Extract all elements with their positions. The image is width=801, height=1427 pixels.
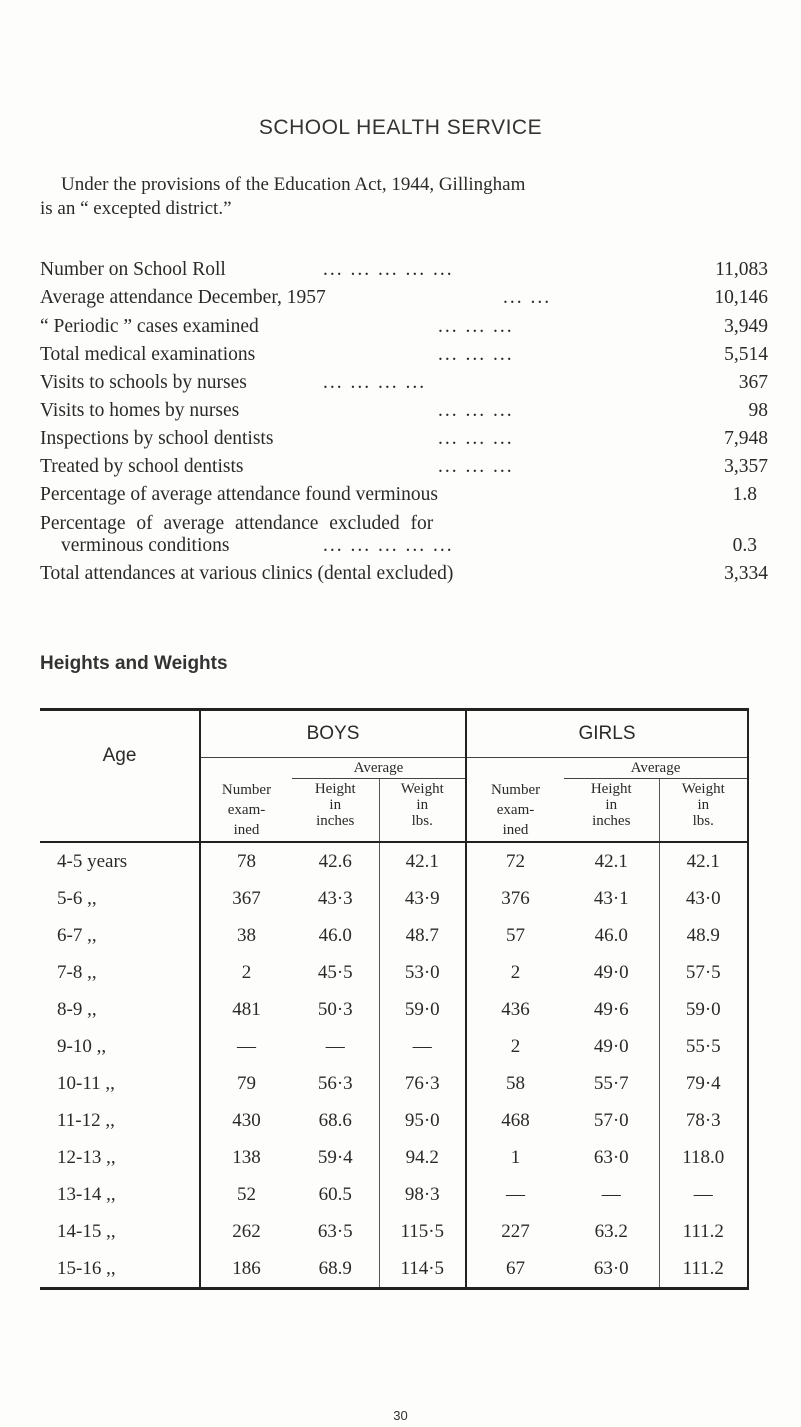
stat-label: Number on School Roll bbox=[40, 259, 226, 280]
table-cell: 118.0 bbox=[659, 1139, 748, 1176]
stat-row bbox=[40, 456, 768, 484]
header-text: in bbox=[416, 797, 429, 813]
table-cell: 43·9 bbox=[379, 880, 466, 917]
table-cell: 2 bbox=[466, 1028, 564, 1065]
stat-value: 5,514 bbox=[724, 344, 768, 365]
table-cell: 42.1 bbox=[659, 842, 748, 880]
stat-value: 3,334 bbox=[724, 563, 768, 584]
age-cell: 11-12 ,, bbox=[57, 1109, 115, 1131]
table-cell: 78·3 bbox=[659, 1102, 748, 1139]
header-text: ined bbox=[233, 822, 260, 838]
age-cell: 15-16 ,, bbox=[40, 1250, 200, 1289]
table-cell: 48.7 bbox=[379, 917, 466, 954]
header-text: in bbox=[605, 797, 618, 813]
stat-value: 0.3 bbox=[732, 535, 757, 556]
table-cell: 63·5 bbox=[317, 1220, 353, 1242]
stat-value: 10,146 bbox=[714, 287, 768, 308]
table-cell: 2 bbox=[200, 954, 292, 991]
table-cell: 186 bbox=[200, 1250, 292, 1289]
age-cell: 7-8 ,, bbox=[57, 961, 97, 983]
header-text: Weight bbox=[681, 781, 725, 797]
table-cell: 49·6 bbox=[593, 998, 629, 1020]
stat-leader: ... ... bbox=[503, 287, 552, 308]
stat-label: verminous conditions bbox=[61, 535, 230, 556]
table-cell: 49·0 bbox=[593, 1035, 629, 1057]
table-cell: 95·0 bbox=[379, 1102, 466, 1139]
header-text: Number bbox=[221, 782, 272, 798]
stat-label: Total medical examinations bbox=[40, 344, 256, 365]
table-row bbox=[40, 1102, 748, 1139]
table-cell: 68.6 bbox=[318, 1109, 352, 1131]
header-text: lbs. bbox=[411, 813, 433, 829]
table-row bbox=[40, 880, 748, 917]
age-cell: 6-7 ,, bbox=[57, 924, 97, 946]
table-cell: 48.9 bbox=[659, 917, 748, 954]
girls-average-header: Average bbox=[564, 758, 748, 779]
header-text: Height bbox=[590, 781, 632, 797]
stat-value: 3,357 bbox=[724, 456, 768, 477]
table-cell: 57·0 bbox=[593, 1109, 629, 1131]
table-cell: 57·5 bbox=[659, 954, 748, 991]
table-cell: 468 bbox=[466, 1102, 564, 1139]
section-heading: Heights and Weights bbox=[40, 653, 228, 674]
table-cell: — bbox=[379, 1028, 466, 1065]
boys-number-examined-header bbox=[200, 758, 292, 843]
table-cell: 43·0 bbox=[659, 880, 748, 917]
stat-label: Average attendance December, 1957 bbox=[40, 287, 326, 308]
table-cell: 78 bbox=[200, 842, 292, 880]
girls-height-header bbox=[564, 779, 659, 843]
table-row bbox=[40, 1213, 748, 1250]
stat-value: 98 bbox=[748, 400, 768, 421]
header-text: in bbox=[329, 797, 342, 813]
age-cell: 9-10 ,, bbox=[57, 1035, 107, 1057]
table-cell: 63·0 bbox=[593, 1146, 629, 1168]
stat-label: Total attendances at various clinics (dental excluded) bbox=[40, 563, 454, 584]
table-cell: 63.2 bbox=[594, 1220, 628, 1242]
table-cell: 52 bbox=[200, 1176, 292, 1213]
stat-leader: ... ... ... bbox=[438, 428, 514, 449]
table-cell: 79 bbox=[200, 1065, 292, 1102]
stat-label: Percentage of average attendance found verminous bbox=[40, 484, 438, 505]
age-header: Age bbox=[40, 710, 200, 843]
boys-weight-header bbox=[379, 779, 466, 843]
table-cell: 43·3 bbox=[317, 887, 353, 909]
stat-row bbox=[40, 316, 768, 344]
header-text: lbs. bbox=[692, 813, 714, 829]
girls-weight-header bbox=[659, 779, 748, 843]
table-cell: — bbox=[325, 1035, 345, 1057]
stat-value: 7,948 bbox=[724, 428, 768, 449]
table-cell: 42.1 bbox=[594, 850, 628, 872]
stat-row bbox=[40, 484, 757, 512]
stat-label: Visits to homes by nurses bbox=[40, 400, 240, 421]
table-cell: 114·5 bbox=[379, 1250, 466, 1289]
header-text: exam- bbox=[227, 802, 266, 818]
table-cell: 67 bbox=[466, 1250, 564, 1289]
stat-leader: ... ... ... ... ... bbox=[323, 259, 454, 280]
stat-label: Inspections by school dentists bbox=[40, 428, 274, 449]
table-cell: — bbox=[200, 1028, 292, 1065]
table-cell: — bbox=[466, 1176, 564, 1213]
boys-header: BOYS bbox=[200, 710, 466, 758]
heights-weights-table bbox=[40, 708, 748, 1384]
stat-value: 1.8 bbox=[732, 484, 757, 505]
boys-height-header bbox=[292, 779, 379, 843]
table-cell: 49·0 bbox=[593, 961, 629, 983]
stat-row bbox=[40, 428, 768, 456]
age-cell: 14-15 ,, bbox=[57, 1220, 116, 1242]
table-cell: 138 bbox=[200, 1139, 292, 1176]
table-cell: 55·7 bbox=[593, 1072, 629, 1094]
table-cell: 58 bbox=[466, 1065, 564, 1102]
age-cell: 10-11 ,, bbox=[57, 1072, 115, 1094]
table-cell: — bbox=[659, 1176, 748, 1213]
table-cell: — bbox=[601, 1183, 621, 1205]
stat-label: Treated by school dentists bbox=[40, 456, 244, 477]
table-cell: 98·3 bbox=[379, 1176, 466, 1213]
table-cell: 367 bbox=[200, 880, 292, 917]
stat-label: “ Periodic ” cases examined bbox=[40, 316, 259, 337]
stat-row bbox=[40, 259, 768, 287]
stat-row bbox=[40, 372, 768, 400]
header-text: in bbox=[697, 797, 710, 813]
stat-leader: ... ... ... bbox=[438, 400, 514, 421]
table-cell: 59·4 bbox=[317, 1146, 353, 1168]
stat-label: Visits to schools by nurses bbox=[40, 372, 247, 393]
table-cell: 59·0 bbox=[379, 991, 466, 1028]
header-text: Number bbox=[490, 782, 541, 798]
table-cell: 68.9 bbox=[292, 1250, 379, 1289]
header-text: inches bbox=[316, 813, 355, 829]
table-cell: 111.2 bbox=[659, 1250, 748, 1289]
table-cell: 38 bbox=[200, 917, 292, 954]
table-cell: 115·5 bbox=[379, 1213, 466, 1250]
intro-line-2: is an “ excepted district.” bbox=[40, 198, 232, 219]
table-cell: 262 bbox=[200, 1213, 292, 1250]
stat-value: 11,083 bbox=[715, 259, 768, 280]
table-cell: 46.0 bbox=[594, 924, 628, 946]
header-text: Height bbox=[314, 781, 356, 797]
table-cell: 79·4 bbox=[659, 1065, 748, 1102]
age-cell: 8-9 ,, bbox=[57, 998, 97, 1020]
age-cell: 4-5 years bbox=[57, 850, 128, 872]
girls-number-examined-header bbox=[466, 758, 564, 843]
page-number: 30 bbox=[393, 1408, 408, 1423]
table-row bbox=[40, 1065, 748, 1102]
table-cell: 56·3 bbox=[317, 1072, 353, 1094]
table-cell: 2 bbox=[466, 954, 564, 991]
table-cell: 63·0 bbox=[564, 1250, 659, 1289]
table-row bbox=[40, 1176, 748, 1213]
table-cell: 53·0 bbox=[379, 954, 466, 991]
table-cell: 72 bbox=[466, 842, 564, 880]
girls-header: GIRLS bbox=[466, 710, 748, 758]
table-row bbox=[40, 1139, 748, 1176]
table-cell: 60.5 bbox=[318, 1183, 352, 1205]
age-cell: 13-14 ,, bbox=[57, 1183, 116, 1205]
table-cell: 481 bbox=[200, 991, 292, 1028]
stat-value: 367 bbox=[738, 372, 768, 393]
stat-row bbox=[40, 400, 768, 428]
table-cell: 43·1 bbox=[593, 887, 629, 909]
table-row bbox=[40, 954, 748, 991]
stat-leader: ... ... ... ... ... bbox=[323, 535, 454, 556]
stat-row bbox=[40, 287, 768, 315]
table-cell: 430 bbox=[200, 1102, 292, 1139]
table-row bbox=[40, 991, 748, 1028]
header-text: ined bbox=[502, 822, 529, 838]
table-cell: 45·5 bbox=[317, 961, 353, 983]
table-cell: 111.2 bbox=[659, 1213, 748, 1250]
table-row bbox=[40, 917, 748, 954]
table-row bbox=[40, 1028, 748, 1065]
stat-leader: ... ... ... bbox=[438, 316, 514, 337]
table-cell: 376 bbox=[466, 880, 564, 917]
table-cell: 227 bbox=[466, 1213, 564, 1250]
stat-value: 3,949 bbox=[724, 316, 768, 337]
stat-row bbox=[40, 563, 768, 591]
table-cell: 57 bbox=[466, 917, 564, 954]
intro-line-1: Under the provisions of the Education Act, 1944, Gillingham bbox=[61, 174, 526, 195]
header-text: exam- bbox=[496, 802, 535, 818]
table-cell: 436 bbox=[466, 991, 564, 1028]
table-cell: 76·3 bbox=[379, 1065, 466, 1102]
table-cell: 46.0 bbox=[318, 924, 352, 946]
table-row bbox=[40, 842, 748, 880]
table-cell: 50·3 bbox=[317, 998, 353, 1020]
table-cell: 1 bbox=[466, 1139, 564, 1176]
boys-average-header: Average bbox=[292, 758, 466, 779]
table-cell: 55·5 bbox=[659, 1028, 748, 1065]
stat-label: Percentage of average attendance excluded for bbox=[40, 513, 434, 534]
header-text: Weight bbox=[400, 781, 444, 797]
table-cell: 42.6 bbox=[318, 850, 352, 872]
header-text: inches bbox=[592, 813, 631, 829]
stat-row bbox=[40, 344, 768, 372]
stat-leader: ... ... ... ... bbox=[323, 372, 427, 393]
table-cell: 94.2 bbox=[379, 1139, 466, 1176]
stat-leader: ... ... ... bbox=[438, 344, 514, 365]
age-cell: 12-13 ,, bbox=[57, 1146, 116, 1168]
table-cell: 42.1 bbox=[379, 842, 466, 880]
stat-row bbox=[40, 535, 757, 563]
table-row bbox=[40, 1250, 748, 1289]
page-title: SCHOOL HEALTH SERVICE bbox=[258, 116, 543, 139]
table-cell: 59·0 bbox=[659, 991, 748, 1028]
age-cell: 5-6 ,, bbox=[57, 887, 97, 909]
stat-leader: ... ... ... bbox=[438, 456, 514, 477]
